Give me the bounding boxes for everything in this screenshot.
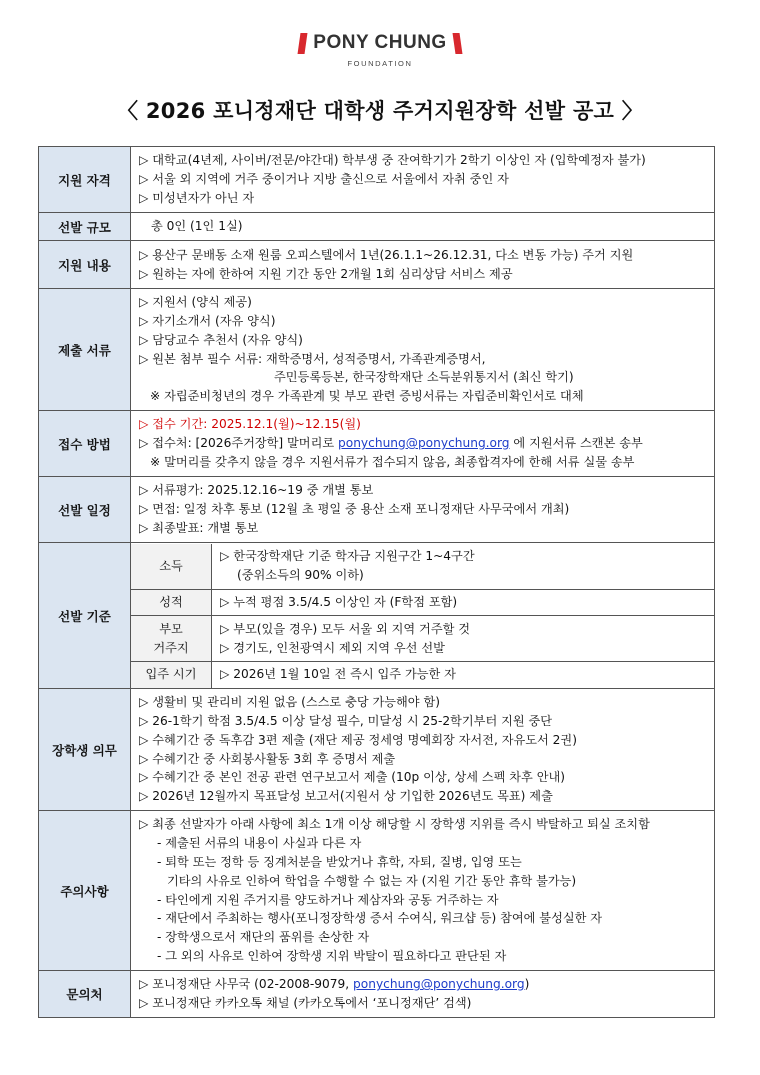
criteria-label: 입주 시기 bbox=[131, 662, 212, 688]
content-line: - 퇴학 또는 정학 등 징계처분을 받았거나 휴학, 자퇴, 질병, 입영 또는 bbox=[157, 854, 522, 869]
content-note: ※ 자립준비청년의 경우 가족관계 및 부모 관련 증빙서류는 자립준비확인서로 대체 bbox=[150, 389, 584, 404]
content-line: ▷ 부모(있을 경우) 모두 서울 외 지역 거주할 것 bbox=[220, 621, 471, 636]
content-line: 주민등록등본, 한국장학재단 소득분위통지서 (최신 학기) bbox=[274, 370, 574, 385]
row-content bbox=[131, 289, 715, 411]
row-eligibility bbox=[39, 147, 715, 213]
row-content bbox=[131, 213, 715, 241]
row-content bbox=[131, 411, 715, 477]
row-obligations bbox=[39, 689, 715, 811]
email-link[interactable]: ponychung@ponychung.org bbox=[353, 977, 525, 992]
content-line: ▷ 생활비 및 관리비 지원 없음 (스스로 충당 가능해야 함) bbox=[139, 694, 440, 709]
row-content bbox=[131, 477, 715, 543]
content-line: - 제출된 서류의 내용이 사실과 다른 자 bbox=[157, 835, 362, 850]
content-line: - 그 외의 사유로 인하여 장학생 지위 박탈이 필요하다고 판단된 자 bbox=[157, 949, 507, 964]
content-line: 기타의 사유로 인하여 학업을 수행할 수 없는 자 (지원 기간 동안 휴학 불가능) bbox=[167, 873, 577, 888]
content-line: ▷ 한국장학재단 기준 학자금 지원구간 1~4구간 bbox=[220, 549, 475, 564]
criteria-nested bbox=[131, 543, 715, 689]
row-caution bbox=[39, 811, 715, 971]
criteria-content bbox=[212, 662, 715, 688]
content-line: ▷ 서울 외 지역에 거주 중이거나 지방 출신으로 서울에서 자취 중인 자 bbox=[139, 172, 509, 187]
criteria-content bbox=[212, 616, 715, 662]
content-line: ▷ 대학교(4년제, 사이버/전문/야간대) 학부생 중 잔여학기가 2학기 이상인 자 (입학예정자 불가) bbox=[139, 153, 646, 168]
content-line: ▷ 자기소개서 (자유 양식) bbox=[139, 313, 276, 328]
logo-subtitle: FOUNDATION bbox=[347, 58, 413, 68]
row-content bbox=[131, 971, 715, 1018]
content-text: ▷ 포니정재단 사무국 (02-2008-9079, bbox=[139, 977, 354, 992]
submission-address bbox=[139, 434, 706, 453]
submission-period: ▷ 접수 기간: 2025.12.1(월)~12.15(월) bbox=[139, 417, 361, 432]
content-line: ▷ 누적 평점 3.5/4.5 이상인 자 (F학점 포함) bbox=[220, 595, 458, 610]
row-content bbox=[131, 241, 715, 289]
row-schedule bbox=[39, 477, 715, 543]
logo-name: PONY CHUNG bbox=[313, 32, 447, 53]
contact-kakao: ▷ 포니정재단 카카오톡 채널 (카카오톡에서 ‘포니정재단’ 검색) bbox=[139, 996, 472, 1010]
row-content bbox=[131, 689, 715, 811]
criteria-label-line: 부모 bbox=[159, 621, 183, 636]
content-line: ▷ 면접: 일정 차후 통보 (12월 초 평일 중 용산 소재 포니정재단 사무국에서 개최) bbox=[139, 502, 570, 517]
criteria-label: 소득 bbox=[131, 544, 212, 590]
content-line: ▷ 최종 선발자가 아래 사항에 최소 1개 이상 해당할 시 장학생 지위를 즉시 박탈하고 퇴실 조치함 bbox=[139, 816, 650, 831]
criteria-label: 성적 bbox=[131, 590, 212, 616]
content-text: ) bbox=[524, 977, 530, 992]
logo-bar-right-icon bbox=[452, 33, 462, 54]
content-line: 총 0인 (1인 1실) bbox=[151, 219, 243, 234]
row-scale bbox=[39, 213, 715, 241]
row-contact bbox=[39, 971, 715, 1018]
row-label: 문의처 bbox=[39, 971, 131, 1018]
content-line: ▷ 경기도, 인천광역시 제외 지역 우선 선발 bbox=[220, 640, 445, 655]
criteria-residence bbox=[131, 616, 714, 662]
row-content bbox=[131, 147, 715, 213]
content-line: ▷ 용산구 문배동 소재 원룸 오피스텔에서 1년(26.1.1~26.12.31, 다소 변동 가능) 주거 지원 bbox=[139, 247, 634, 262]
email-link[interactable]: ponychung@ponychung.org bbox=[338, 436, 510, 451]
content-line: - 재단에서 주최하는 행사(포니정장학생 증서 수여식, 워크샵 등) 참여에 불성실한 자 bbox=[157, 911, 603, 926]
content-line: ▷ 원본 첨부 필수 서류: 재학증명서, 성적증명서, 가족관계증명서, bbox=[139, 351, 486, 366]
content-line: ▷ 미성년자가 아닌 자 bbox=[139, 190, 255, 205]
content-line: ▷ 담당교수 추천서 (자유 양식) bbox=[139, 332, 303, 347]
row-label: 장학생 의무 bbox=[39, 689, 131, 811]
content-line: - 타인에게 지원 주거지를 양도하거나 제삼자와 공동 거주하는 자 bbox=[157, 892, 499, 907]
row-label: 접수 방법 bbox=[39, 411, 131, 477]
row-submission bbox=[39, 411, 715, 477]
content-line: ▷ 지원서 (양식 제공) bbox=[139, 294, 252, 309]
content-line: - 장학생으로서 재단의 품위를 손상한 자 bbox=[157, 930, 370, 945]
row-label: 선발 규모 bbox=[39, 213, 131, 241]
content-line: ▷ 2026년 12월까지 목표달성 보고서(지원서 상 기입한 2026년도 목표) 제출 bbox=[139, 789, 553, 804]
criteria-label-line: 거주지 bbox=[153, 640, 189, 655]
criteria-grades bbox=[131, 590, 714, 616]
criteria-label bbox=[131, 616, 212, 662]
row-label: 제출 서류 bbox=[39, 289, 131, 411]
content-note: ※ 말머리를 갖추지 않을 경우 지원서류가 접수되지 않음, 최종합격자에 한해 서류 실물 송부 bbox=[150, 454, 635, 469]
row-label: 지원 자격 bbox=[39, 147, 131, 213]
row-content bbox=[131, 811, 715, 971]
content-line: ▷ 2026년 1월 10일 전 즉시 입주 가능한 자 bbox=[220, 667, 456, 682]
content-line: ▷ 최종발표: 개별 통보 bbox=[139, 520, 259, 535]
criteria-content bbox=[212, 544, 715, 590]
foundation-logo bbox=[0, 32, 760, 68]
content-line: ▷ 서류평가: 2025.12.16~19 중 개별 통보 bbox=[139, 483, 374, 498]
content-line: ▷ 수혜기간 중 사회봉사활동 3회 후 증명서 제출 bbox=[139, 751, 396, 766]
criteria-income bbox=[131, 544, 714, 590]
criteria-movein bbox=[131, 662, 714, 688]
row-criteria bbox=[39, 543, 715, 689]
content-line: ▷ 수혜기간 중 본인 전공 관련 연구보고서 제출 (10p 이상, 상세 스펙 차후 안내) bbox=[139, 770, 566, 785]
contact-office bbox=[139, 975, 706, 994]
content-line: ▷ 수혜기간 중 독후감 3편 제출 (재단 제공 정세영 명예회장 자서전, 자유도서 2권) bbox=[139, 732, 577, 747]
criteria-table bbox=[131, 544, 714, 688]
row-label: 지원 내용 bbox=[39, 241, 131, 289]
content-line: ▷ 26-1학기 학점 3.5/4.5 이상 달성 필수, 미달성 시 25-2학기부터 지원 중단 bbox=[139, 713, 553, 728]
row-label: 선발 기준 bbox=[39, 543, 131, 689]
row-support bbox=[39, 241, 715, 289]
content-text: ▷ 접수처: [2026주거장학] 말머리로 bbox=[139, 436, 339, 451]
logo-bar-left-icon bbox=[298, 33, 308, 54]
row-label: 주의사항 bbox=[39, 811, 131, 971]
content-line: (중위소득의 90% 이하) bbox=[237, 568, 364, 583]
row-label: 선발 일정 bbox=[39, 477, 131, 543]
content-line: ▷ 원하는 자에 한하여 지원 기간 동안 2개월 1회 심리상담 서비스 제공 bbox=[139, 266, 513, 281]
row-documents bbox=[39, 289, 715, 411]
content-text: 에 지원서류 스캔본 송부 bbox=[509, 436, 643, 451]
announcement-table bbox=[38, 146, 715, 1018]
page-title: 〈 2026 포니정재단 대학생 주거지원장학 선발 공고 〉 bbox=[116, 99, 644, 123]
criteria-content bbox=[212, 590, 715, 616]
